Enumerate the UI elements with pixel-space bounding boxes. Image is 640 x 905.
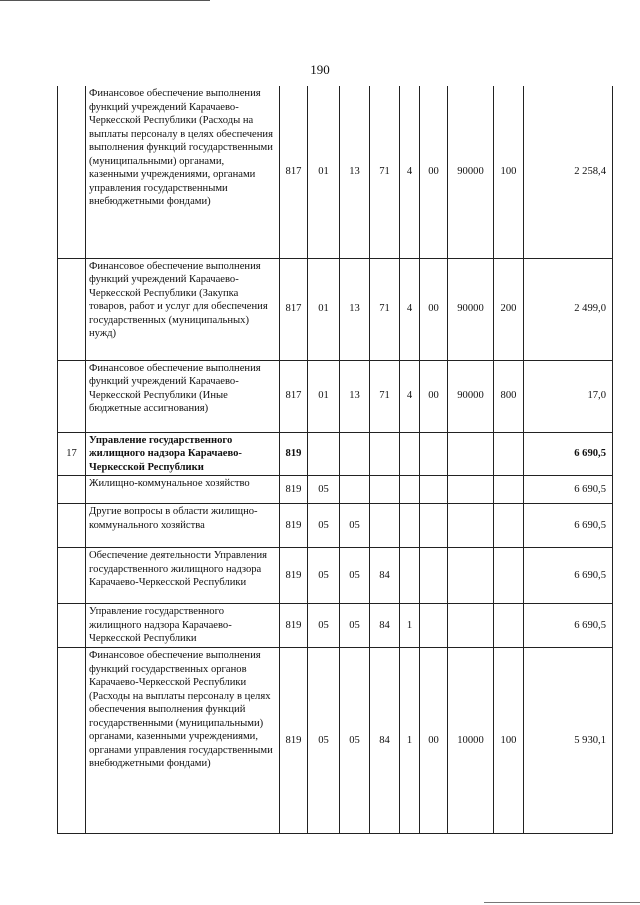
program-code: 84 — [370, 648, 400, 834]
item-name: Финансовое обеспечение выполнения функций учреждений Карачаево-Черкесской Республики (Закупка товаров, работ и услуг для обеспечения государственных (муниципальных) нужд) — [86, 258, 280, 360]
ministry-code: 819 — [280, 476, 308, 504]
subprogram-code — [400, 476, 420, 504]
amount: 17,0 — [524, 360, 613, 432]
table-row — [58, 258, 613, 360]
subsection-code — [340, 432, 370, 476]
section-code — [308, 432, 340, 476]
amount: 6 690,5 — [524, 548, 613, 604]
amount: 2 499,0 — [524, 258, 613, 360]
budget-rows — [58, 86, 613, 834]
ministry-code: 817 — [280, 258, 308, 360]
subprogram-code — [400, 504, 420, 548]
subsection-code: 13 — [340, 258, 370, 360]
direction-code — [448, 476, 494, 504]
direction-code — [448, 548, 494, 604]
table-row — [58, 432, 613, 476]
top-rule — [0, 0, 210, 1]
bottom-rule — [484, 902, 640, 903]
direction-code: 90000 — [448, 86, 494, 258]
section-code: 01 — [308, 86, 340, 258]
program-code — [370, 432, 400, 476]
row-number: 17 — [58, 432, 86, 476]
table-row — [58, 548, 613, 604]
expense-type-code — [494, 432, 524, 476]
subprogram-code: 4 — [400, 360, 420, 432]
ministry-code: 819 — [280, 604, 308, 648]
expense-type-code: 800 — [494, 360, 524, 432]
item-name: Управление государственного жилищного надзора Карачаево-Черкесской Республики — [86, 432, 280, 476]
expense-type-code: 100 — [494, 648, 524, 834]
program-code: 84 — [370, 604, 400, 648]
section-code: 05 — [308, 504, 340, 548]
item-name: Другие вопросы в области жилищно-коммунального хозяйства — [86, 504, 280, 548]
budget-table — [57, 86, 613, 834]
amount: 5 930,1 — [524, 648, 613, 834]
subprogram-code — [400, 432, 420, 476]
main-event-code — [420, 504, 448, 548]
section-code: 05 — [308, 604, 340, 648]
main-event-code: 00 — [420, 360, 448, 432]
row-number — [58, 604, 86, 648]
section-code: 01 — [308, 360, 340, 432]
program-code: 84 — [370, 548, 400, 604]
ministry-code: 819 — [280, 648, 308, 834]
subprogram-code: 4 — [400, 258, 420, 360]
table-row — [58, 86, 613, 258]
expense-type-code: 100 — [494, 86, 524, 258]
direction-code: 10000 — [448, 648, 494, 834]
amount: 6 690,5 — [524, 476, 613, 504]
table-row — [58, 360, 613, 432]
row-number — [58, 548, 86, 604]
subsection-code: 05 — [340, 548, 370, 604]
expense-type-code — [494, 476, 524, 504]
direction-code: 90000 — [448, 360, 494, 432]
main-event-code — [420, 432, 448, 476]
subprogram-code: 4 — [400, 86, 420, 258]
table-row — [58, 604, 613, 648]
row-number — [58, 86, 86, 258]
direction-code — [448, 432, 494, 476]
ministry-code: 819 — [280, 432, 308, 476]
main-event-code: 00 — [420, 258, 448, 360]
table-row — [58, 476, 613, 504]
row-number — [58, 258, 86, 360]
amount: 6 690,5 — [524, 604, 613, 648]
expense-type-code: 200 — [494, 258, 524, 360]
program-code — [370, 504, 400, 548]
section-code: 01 — [308, 258, 340, 360]
row-number — [58, 476, 86, 504]
subsection-code — [340, 476, 370, 504]
item-name: Обеспечение деятельности Управления государственного жилищного надзора Карачаево-Черкесской Республики — [86, 548, 280, 604]
amount: 6 690,5 — [524, 504, 613, 548]
section-code: 05 — [308, 548, 340, 604]
table-row — [58, 648, 613, 834]
subsection-code: 05 — [340, 648, 370, 834]
program-code: 71 — [370, 360, 400, 432]
amount: 6 690,5 — [524, 432, 613, 476]
ministry-code: 817 — [280, 360, 308, 432]
expense-type-code — [494, 504, 524, 548]
subprogram-code: 1 — [400, 604, 420, 648]
subprogram-code — [400, 548, 420, 604]
item-name: Финансовое обеспечение выполнения функций учреждений Карачаево-Черкесской Республики (Расходы на выплаты персоналу в целях обеспечения выполнения функций государственными (муниципальными) органами, казенными учреждениями, органами управления государственными внебюджетными фондами) — [86, 86, 280, 258]
direction-code — [448, 604, 494, 648]
program-code: 71 — [370, 258, 400, 360]
row-number — [58, 648, 86, 834]
expense-type-code — [494, 604, 524, 648]
main-event-code: 00 — [420, 86, 448, 258]
subsection-code: 13 — [340, 86, 370, 258]
subprogram-code: 1 — [400, 648, 420, 834]
item-name: Финансовое обеспечение выполнения функций государственных органов Карачаево-Черкесской Республики (Расходы на выплаты персоналу в целях обеспечения выполнения функций государственными (муниципальными) органами, казенными учреждениями, органами управления государственными внебюджетными фондами) — [86, 648, 280, 834]
main-event-code — [420, 604, 448, 648]
item-name: Жилищно-коммунальное хозяйство — [86, 476, 280, 504]
page-number: 190 — [310, 62, 330, 77]
direction-code — [448, 504, 494, 548]
main-event-code — [420, 476, 448, 504]
main-event-code: 00 — [420, 648, 448, 834]
row-number — [58, 504, 86, 548]
item-name: Управление государственного жилищного надзора Карачаево-Черкесской Республики — [86, 604, 280, 648]
expense-type-code — [494, 548, 524, 604]
direction-code: 90000 — [448, 258, 494, 360]
section-code: 05 — [308, 648, 340, 834]
main-event-code — [420, 548, 448, 604]
ministry-code: 817 — [280, 86, 308, 258]
subsection-code: 05 — [340, 604, 370, 648]
table-row — [58, 504, 613, 548]
row-number — [58, 360, 86, 432]
program-code — [370, 476, 400, 504]
program-code: 71 — [370, 86, 400, 258]
subsection-code: 13 — [340, 360, 370, 432]
subsection-code: 05 — [340, 504, 370, 548]
ministry-code: 819 — [280, 548, 308, 604]
amount: 2 258,4 — [524, 86, 613, 258]
item-name: Финансовое обеспечение выполнения функций учреждений Карачаево-Черкесской Республики (Иные бюджетные ассигнования) — [86, 360, 280, 432]
section-code: 05 — [308, 476, 340, 504]
ministry-code: 819 — [280, 504, 308, 548]
